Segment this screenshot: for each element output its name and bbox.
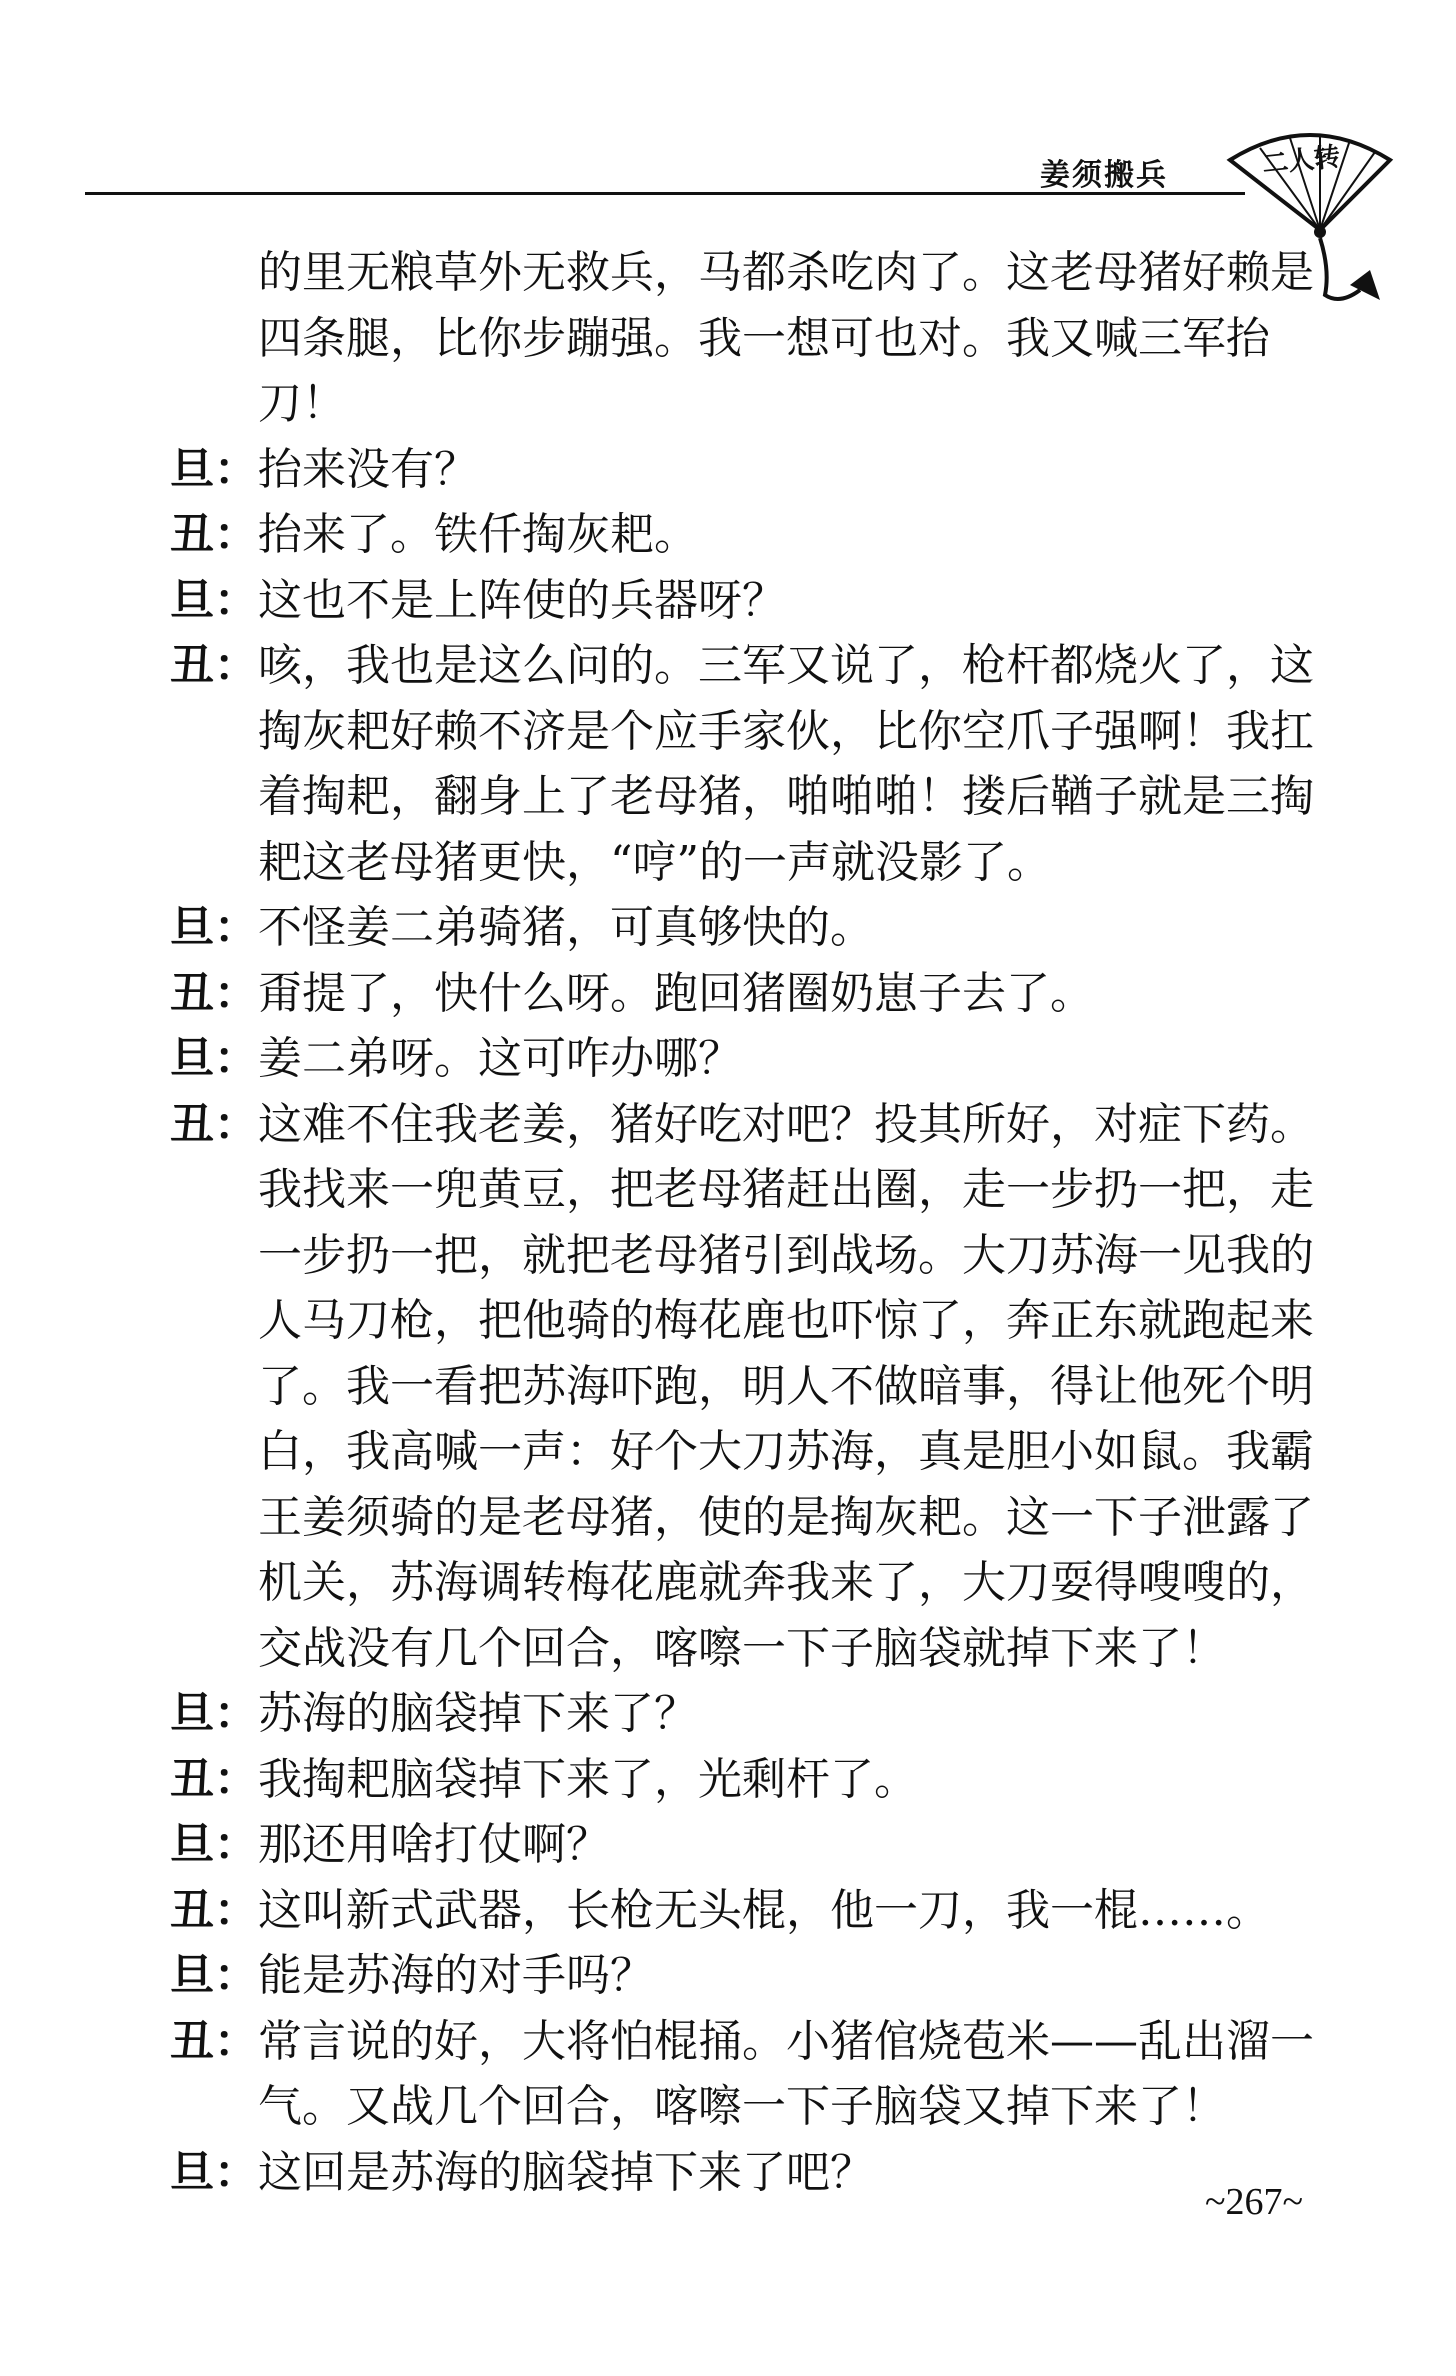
speaker-label: 丑： [170, 640, 258, 691]
dialogue-text: 苏海的脑袋掉下来了？ [258, 1688, 698, 1739]
dialogue-line [170, 437, 1340, 503]
dialogue-line [170, 502, 1340, 568]
fan-label: 二人转 [1260, 141, 1342, 180]
dialogue-text: 不怪姜二弟骑猪，可真够快的。 [258, 902, 874, 953]
page-number: ~267~ [1205, 2181, 1304, 2223]
dialogue-text: 这也不是上阵使的兵器呀？ [258, 574, 786, 626]
dialogue-line [170, 568, 1340, 634]
dialogue-text: 这叫新式武器，长枪无头棍，他一刀，我一棍……。 [258, 1884, 1270, 1936]
speaker-label: 旦： [170, 902, 258, 953]
dialogue-line [170, 2140, 1340, 2206]
speaker-label: 旦： [170, 2146, 258, 2198]
dialogue-line [170, 1026, 1340, 1092]
header-rule [85, 192, 1245, 195]
dialogue-text: 那还用啥打仗啊？ [258, 1819, 610, 1870]
speaker-label: 旦： [170, 1688, 258, 1739]
dialogue-line [170, 240, 1340, 437]
speaker-label: 丑： [170, 509, 258, 560]
dialogue-text: 我掏耙脑袋掉下来了，光剩杆了。 [258, 1753, 918, 1805]
dialogue-text: 抬来没有？ [258, 443, 478, 495]
dialogue-line [170, 1747, 1340, 1813]
speaker-label: 丑： [170, 2015, 258, 2067]
dialogue-line [170, 961, 1340, 1027]
dialogue-line [170, 1943, 1340, 2009]
dialogue-text: 的里无粮草外无救兵，马都杀吃肉了。这老母猪好赖是四条腿，比你步蹦强。我一想可也对。我又喊三军抬刀！ [258, 247, 1314, 429]
speaker-label: 旦： [170, 1819, 258, 1870]
dialogue-text: 姜二弟呀。这可咋办哪？ [258, 1033, 742, 1084]
dialogue-line [170, 1681, 1340, 1747]
dialogue-text: 咳，我也是这么问的。三军又说了，枪杆都烧火了，这掏灰耙好赖不济是个应手家伙，比你空爪子强啊！我扛着掏耙，翻身上了老母猪，啪啪啪！搂后鞧子就是三掏耙这老母猪更快，“哼”的一声就没影了。 [258, 640, 1314, 888]
dialogue-body [170, 240, 1340, 2205]
speaker-label: 旦： [170, 1950, 258, 2001]
speaker-label: 丑： [170, 1884, 258, 1936]
speaker-label: 丑： [170, 967, 258, 1019]
dialogue-text: 常言说的好，大将怕棍捅。小猪倌烧苞米——乱出溜一气。又战几个回合，喀嚓一下子脑袋又掉下来了！ [258, 2015, 1314, 2132]
dialogue-text: 抬来了。铁仟掏灰耙。 [258, 509, 698, 560]
dialogue-line [170, 1092, 1340, 1682]
dialogue-line [170, 1812, 1340, 1878]
speaker-label: 旦： [170, 574, 258, 626]
speaker-label: 旦： [170, 443, 258, 495]
dialogue-text: 能是苏海的对手吗？ [258, 1950, 654, 2001]
dialogue-text: 这难不住我老姜，猪好吃对吧？投其所好，对症下药。我找来一兜黄豆，把老母猪赶出圈，走一步扔一把，走一步扔一把，就把老母猪引到战场。大刀苏海一见我的人马刀枪，把他骑的梅花鹿也吓惊了，奔正东就跑起来了。我一看把苏海吓跑，明人不做暗事，得让他死个明白，我高喊一声：好个大刀苏海，真是胆小如鼠。我霸王姜须骑的是老母猪，使的是掏灰耙。这一下子泄露了机关，苏海调转梅花鹿就奔我来了，大刀耍得嗖嗖的，交战没有几个回合，喀嚓一下子脑袋就掉下来了！ [258, 1098, 1314, 1674]
dialogue-text: 甭提了，快什么呀。跑回猪圈奶崽子去了。 [258, 967, 1094, 1019]
dialogue-text: 这回是苏海的脑袋掉下来了吧？ [258, 2146, 874, 2198]
speaker-label: 丑： [170, 1098, 258, 1150]
speaker-label: 丑： [170, 1753, 258, 1805]
dialogue-line [170, 633, 1340, 895]
speaker-label: 旦： [170, 1033, 258, 1084]
dialogue-line [170, 2009, 1340, 2140]
dialogue-line [170, 895, 1340, 961]
dialogue-line [170, 1878, 1340, 1944]
running-header-title: 姜须搬兵 [1040, 158, 1168, 193]
